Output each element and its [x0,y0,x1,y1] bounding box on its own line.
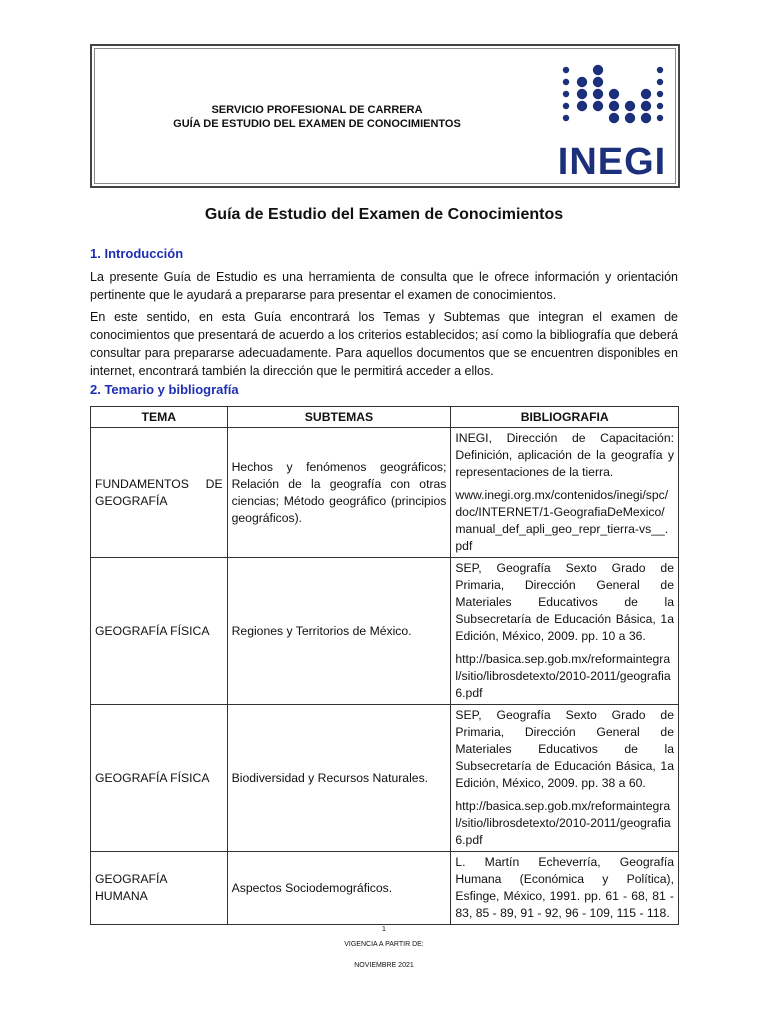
logo-dot [657,103,663,109]
logo-dot [657,115,663,121]
syllabus-table [90,406,679,925]
page-number: 1 [382,926,386,933]
inegi-logo [552,62,672,182]
logo-dot [641,89,651,99]
subtemas-cell: Aspectos Sociodemográficos. [227,852,451,925]
logo-text: INEGI [557,141,667,182]
bibliography-reference: SEP, Geografía Sexto Grado de Primaria, Dirección General de Materiales Educativos de la Subsecretaría de Educación Básica, 1a Edición, México, 2009. pp. 38 a 60. [455,708,674,790]
logo-dot [577,89,587,99]
bibliography-reference: SEP, Geografía Sexto Grado de Primaria, Dirección General de Materiales Educativos de la Subsecretaría de Educación Básica, 1a Edición, México, 2009. pp. 10 a 36. [455,561,674,643]
logo-dot [563,115,569,121]
logo-dot [609,113,619,123]
intro-paragraph-2: En este sentido, en esta Guía encontrará los Temas y Subtemas que integran el examen de conocimientos que presentará de acuerdo a los criterios establecidos; así como la bibliografía que deberá consultar para prepararse adecuadamente. Para aquellos documentos que se encuentren disponibles en internet, encontrará también la dirección que le permitirá acceder a ellos. [90,310,678,378]
logo-dot [609,89,619,99]
logo-dot [577,101,587,111]
logo-dot [593,101,603,111]
logo-dot [641,113,651,123]
logo-dot [563,91,569,97]
header-line-2: GUÍA DE ESTUDIO DEL EXAMEN DE CONOCIMIENTOS [173,118,461,130]
logo-dot [593,77,603,87]
intro-heading: 1. Introducción [90,246,184,261]
logo-dot [625,113,635,123]
logo-dot [577,77,587,87]
tema-cell: GEOGRAFÍA FÍSICA [91,558,228,705]
bibliografia-cell [451,428,679,558]
subtemas-cell: Regiones y Territorios de México. [227,558,451,705]
logo-dot [563,103,569,109]
logo-dot [625,101,635,111]
tema-cell: FUNDAMENTOS DE GEOGRAFÍA [91,428,228,558]
vigencia-date: NOVIEMBRE 2021 [354,962,414,969]
syllabus-heading: 2. Temario y bibliografía [90,382,239,397]
document-header [90,44,680,188]
logo-dot [641,101,651,111]
logo-dot [563,67,569,73]
header-title [152,103,482,131]
table-row [91,852,679,925]
bibliography-reference: INEGI, Dirección de Capacitación: Definición, aplicación de la geografía y representaciones de la tierra. [455,431,674,479]
bibliografia-cell [451,558,679,705]
bibliography-reference: L. Martín Echeverría, Geografía Humana (Económica y Política), Esfinge, México, 1991. pp. 61 - 68, 81 - 83, 85 - 89, 91 - 92, 96 - 109, 115 - 118. [455,855,674,920]
logo-dot [609,101,619,111]
column-header-bibliografia: BIBLIOGRAFIA [451,407,679,428]
subtemas-cell: Hechos y fenómenos geográficos; Relación de la geografía con otras ciencias; Método geográfico (principios geográficos). [227,428,451,558]
intro-paragraph-1: La presente Guía de Estudio es una herramienta de consulta que le ofrece información y orientación pertinente que le ayudará a prepararse para presentar el examen de conocimientos. [90,270,678,302]
logo-dot [593,65,603,75]
table-row [91,558,679,705]
bibliography-link[interactable]: http://basica.sep.gob.mx/reformaintegral/sitio/librosdetexto/2010-2011/geografia6.pdf [455,652,671,700]
logo-dot [593,89,603,99]
table-header-row [91,407,679,428]
logo-dot [657,67,663,73]
table-row [91,428,679,558]
bibliografia-cell [451,852,679,925]
bibliography-link[interactable]: http://basica.sep.gob.mx/reformaintegral/sitio/librosdetexto/2010-2011/geografia6.pdf [455,799,671,847]
logo-dot [657,79,663,85]
logo-dot [657,91,663,97]
header-line-1: SERVICIO PROFESIONAL DE CARRERA [211,104,423,116]
bibliography-link[interactable]: www.inegi.org.mx/contenidos/inegi/spc/doc/INTERNET/1-GeografiaDeMexico/manual_def_apli_geo_repr_tierra-vs__.pdf [455,488,669,553]
vigencia-label: VIGENCIA A PARTIR DE: [344,941,424,948]
column-header-tema: TEMA [91,407,228,428]
logo-dots [563,65,663,123]
column-header-subtemas: SUBTEMAS [227,407,451,428]
table-row [91,705,679,852]
document-title: Guía de Estudio del Examen de Conocimientos [204,206,564,223]
tema-cell: GEOGRAFÍA HUMANA [91,852,228,925]
subtemas-cell: Biodiversidad y Recursos Naturales. [227,705,451,852]
bibliografia-cell [451,705,679,852]
logo-dot [563,79,569,85]
tema-cell: GEOGRAFÍA FÍSICA [91,705,228,852]
